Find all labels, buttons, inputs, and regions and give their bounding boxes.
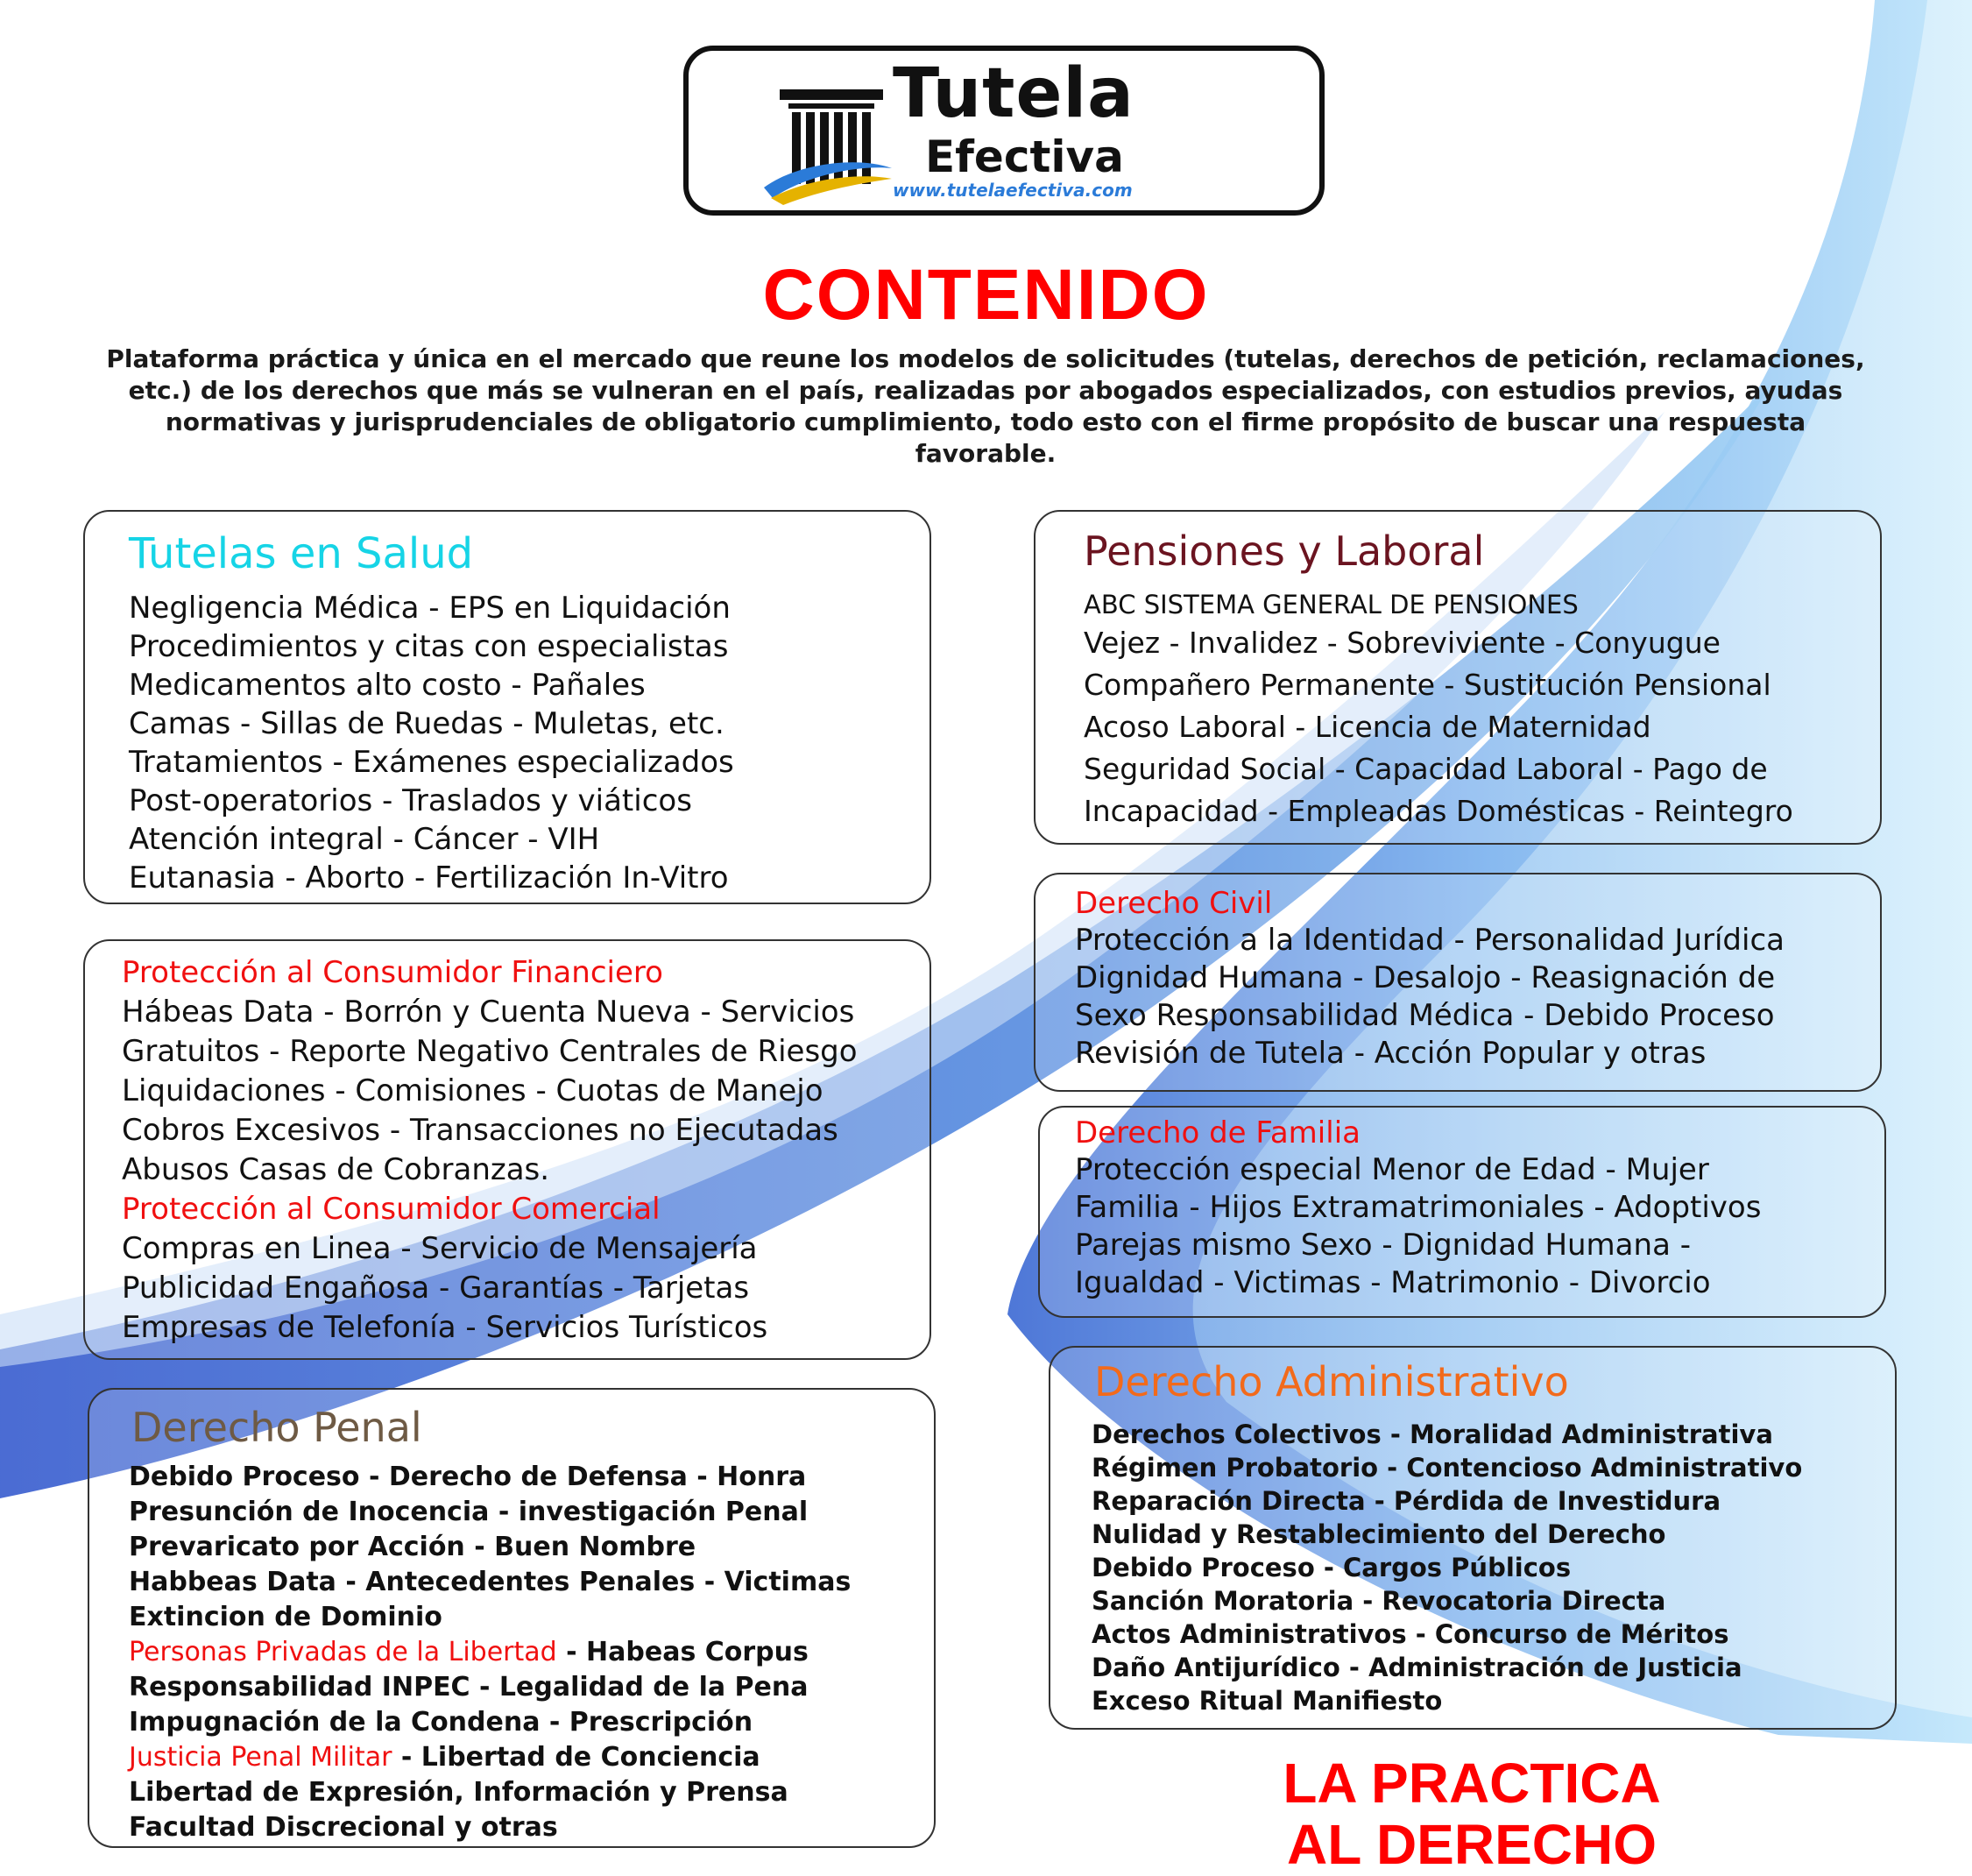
list-item: Seguridad Social - Capacidad Laboral - Pago de [1084,752,1768,786]
list-item: Protección a la Identidad - Personalidad Jurídica [1075,923,1785,958]
list-item: Incapacidad - Empleadas Domésticas - Reintegro [1084,794,1793,828]
list-item: Extincion de Dominio [129,1602,442,1632]
highlight-label: Justicia Penal Militar [129,1742,392,1773]
card-derecho-administrativo [1049,1346,1897,1730]
slogan-line: LA PRACTICA [1283,1752,1661,1815]
list-item: Exceso Ritual Manifiesto [1092,1686,1443,1716]
list-item: Vejez - Invalidez - Sobreviviente - Conyugue [1084,626,1721,660]
card-consumidor [83,939,931,1360]
list-item: Compañero Permanente - Sustitución Pensional [1084,668,1771,702]
card-title: Derecho Penal [131,1404,422,1451]
page-title: CONTENIDO [762,255,1210,335]
card-title: Tutelas en Salud [129,529,474,578]
card-title: Pensiones y Laboral [1084,527,1485,575]
logo-subtitle: Efectiva [925,131,1124,182]
intro-paragraph: Plataforma práctica y única en el mercado que reune los modelos de solicitudes (tutelas, derechos de petición, reclamaciones, etc.) de los derechos que más se vulneran en el país, realizadas por abogados especializados, con estudios previos, ayudas normativas y jurisprudenciales de obligatorio cumplimiento, todo esto con el firme propósito de buscar una respuesta favorable. [106,344,1865,468]
list-item: Nulidad y Restablecimiento del Derecho [1092,1519,1666,1549]
list-item: Empresas de Telefonía - Servicios Turísticos [122,1310,768,1345]
list-item: Medicamentos alto costo - Pañales [129,668,646,703]
list-item: Dignidad Humana - Desalojo - Reasignación de [1075,960,1776,995]
card-derecho-familia [1038,1106,1886,1318]
column-logo-icon [762,84,894,207]
logo-box [683,46,1325,216]
list-item: Presunción de Inocencia - investigación Penal [129,1497,809,1527]
list-item: Revisión de Tutela - Acción Popular y otras [1075,1036,1707,1071]
slogan-line: AL DERECHO [1287,1813,1657,1876]
list-item [129,1635,851,1670]
list-item: Negligencia Médica - EPS en Liquidación [129,591,731,626]
list-item: Régimen Probatorio - Contencioso Administrativo [1092,1453,1803,1483]
closing-slogan [1209,1752,1735,1875]
list-item: Gratuitos - Reporte Negativo Centrales de Riesgo [122,1034,858,1069]
list-item: Atención integral - Cáncer - VIH [129,822,600,857]
list-item: Debido Proceso - Cargos Públicos [1092,1553,1572,1582]
list-item: Acoso Laboral - Licencia de Maternidad [1084,710,1651,744]
list-item: Camas - Sillas de Ruedas - Muletas, etc. [129,706,724,741]
list-item: Liquidaciones - Comisiones - Cuotas de Manejo [122,1073,823,1108]
card-tutelas-salud [83,510,931,904]
list-item: Compras en Linea - Servicio de Mensajería [122,1231,758,1266]
logo-url[interactable]: www.tutelaefectiva.com [893,180,1133,201]
logo-title: Tutela [893,54,1134,133]
list-item: Prevaricato por Acción - Buen Nombre [129,1532,696,1562]
list-item: Sanción Moratoria - Revocatoria Directa [1092,1586,1666,1616]
list-item-rest: - Libertad de Conciencia [392,1742,760,1773]
card-derecho-civil [1034,873,1882,1092]
list-item: Familia - Hijos Extramatrimoniales - Adoptivos [1075,1190,1762,1225]
list-item: Publicidad Engañosa - Garantías - Tarjetas [122,1271,750,1306]
list-item: Hábeas Data - Borrón y Cuenta Nueva - Servicios [122,995,855,1030]
section-heading-comercial: Protección al Consumidor Comercial [122,1192,661,1227]
card-title: Derecho Civil [1075,886,1273,921]
list-item: Procedimientos y citas con especialistas [129,629,729,664]
list-item: Actos Administrativos - Concurso de Méritos [1092,1619,1729,1649]
card-pensiones-laboral [1034,510,1882,845]
list-item: Debido Proceso - Derecho de Defensa - Honra [129,1462,807,1492]
section-heading-financiero: Protección al Consumidor Financiero [122,955,663,990]
list-item: Responsabilidad INPEC - Legalidad de la Pena [129,1672,809,1703]
list-item: Post-operatorios - Traslados y viáticos [129,783,692,818]
list-item: Impugnación de la Condena - Prescripción [129,1707,753,1738]
card-subtitle: ABC SISTEMA GENERAL DE PENSIONES [1084,590,1579,619]
list-item: Tratamientos - Exámenes especializados [129,745,734,780]
list-item: Eutanasia - Aborto - Fertilización In-Vitro [129,860,729,896]
list-item: Libertad de Expresión, Información y Prensa [129,1777,788,1808]
list-item: Abusos Casas de Cobranzas. [122,1152,550,1187]
list-item: Facultad Discrecional y otras [129,1812,558,1843]
list-item: Parejas mismo Sexo - Dignidad Humana - [1075,1228,1691,1263]
list-item: Igualdad - Victimas - Matrimonio - Divorcio [1075,1265,1711,1300]
card-title: Derecho Administrativo [1094,1358,1569,1405]
list-item: Cobros Excesivos - Transacciones no Ejecutadas [122,1113,838,1148]
list-item: Sexo Responsabilidad Médica - Debido Proceso [1075,998,1775,1033]
list-item [129,1740,851,1775]
list-item: Reparación Directa - Pérdida de Investidura [1092,1486,1721,1516]
card-derecho-penal [88,1388,936,1848]
highlight-label: Personas Privadas de la Libertad [129,1637,557,1667]
list-item: Habbeas Data - Antecedentes Penales - Victimas [129,1567,852,1597]
card-title: Derecho de Familia [1075,1115,1361,1150]
list-item: Derechos Colectivos - Moralidad Administrativa [1092,1419,1773,1449]
list-item: Protección especial Menor de Edad - Mujer [1075,1152,1709,1187]
list-item: Daño Antijurídico - Administración de Justicia [1092,1653,1742,1682]
list-item-rest: - Habeas Corpus [556,1637,809,1667]
